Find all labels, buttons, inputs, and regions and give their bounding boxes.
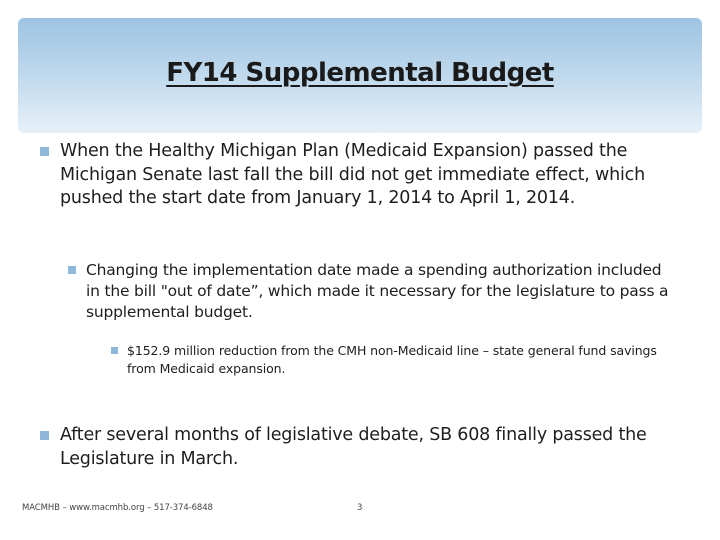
bullet-level3-1 <box>111 342 679 378</box>
bullet-level1-2 <box>40 424 680 471</box>
square-bullet-icon <box>111 347 118 354</box>
square-bullet-icon <box>40 431 49 440</box>
square-bullet-icon <box>68 266 76 274</box>
bullet-text: When the Healthy Michigan Plan (Medicaid Expansion) passed the Michigan Senate last fall the bill did not get immediate effect, which pushed the start date from January 1, 2014 to April 1, 2014. <box>60 141 645 208</box>
bullet-text: $152.9 million reduction from the CMH non-Medicaid line – state general fund savings from Medicaid expansion. <box>127 343 657 376</box>
page-number: 3 <box>357 503 363 513</box>
bullet-text: After several months of legislative debate, SB 608 finally passed the Legislature in March. <box>60 425 647 469</box>
bullet-level2-1 <box>68 260 673 323</box>
square-bullet-icon <box>40 147 49 156</box>
bullet-level1-1 <box>40 140 680 211</box>
footer-contact: MACMHB – www.macmhb.org – 517-374-6848 <box>22 503 213 513</box>
bullet-text: Changing the implementation date made a spending authorization included in the bill "out of date”, which made it necessary for the legislature to pass a supplemental budget. <box>86 261 669 321</box>
slide-title: FY14 Supplemental Budget <box>166 58 554 88</box>
